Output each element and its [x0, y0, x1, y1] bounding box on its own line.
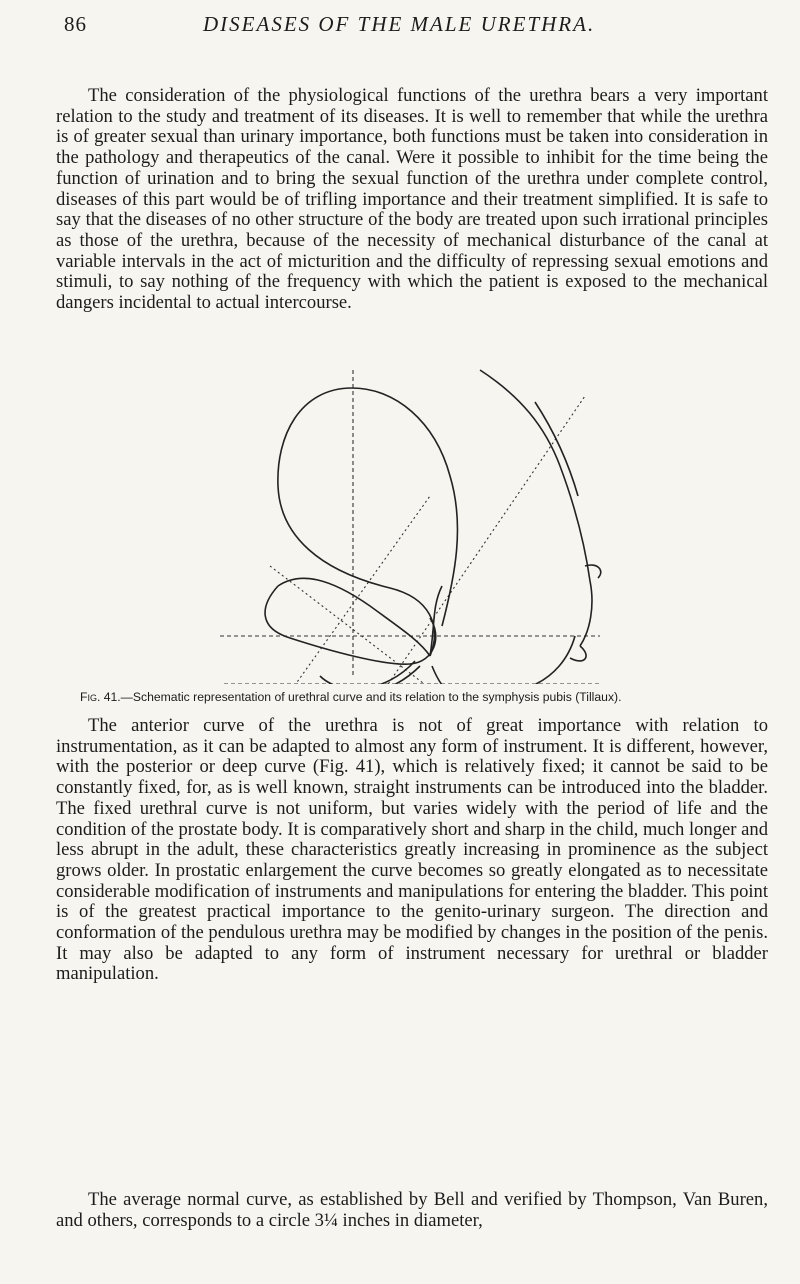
posterior-curve-loop — [265, 578, 436, 664]
pubic-symphysis — [480, 370, 592, 661]
bladder-outline — [278, 388, 458, 656]
page-number: 86 — [64, 12, 87, 36]
page-header — [58, 12, 758, 42]
figure-caption-text: —Schematic representation of urethral curve and its relation to the symphysis pubis (Tillaux). — [120, 690, 622, 704]
paragraph-2: The anterior curve of the urethra is not of great importance with relation to instrumentation, as it can be adapted to almost any form of instrument. It is different, however, with the posterior or deep curve (Fig. 41), which is relatively fixed; it cannot be said to be constantly fixed, for, as is well known, straight instruments can be introduced into the bladder. The fixed urethral curve is not uniform, but varies widely with the period of life and the condition of the prostate body. It is comparatively short and sharp in the child, much longer and less abrupt in the adult, these characteristics greatly increasing in prominence as the subject grows older. In prostatic enlargement the curve becomes so greatly elongated as to necessitate considerable modification of instruments and manipulations for entering the bladder. This point is of the greatest practical importance to the genito-urinary surgeon. The direction and conformation of the pendulous urethra may be modified by changes in the position of the penis. It may also be adapted to any form of instrument necessary for urethral or bladder manipulation. — [56, 715, 768, 985]
urethra-exit-line — [432, 666, 462, 684]
diagonal-line-b — [270, 566, 440, 684]
urethral-curve-diagram — [180, 366, 640, 684]
diagonal-line-a — [380, 396, 585, 684]
figure-label: Fig. 41. — [80, 690, 121, 704]
paragraph-1: The consideration of the physiological functions of the urethra bears a very important relation to the study and treatment of its diseases. It is well to remember that while the urethra is of greater sexual than urinary importance, both functions must be taken into consideration in the pathology and therapeutics of the canal. Were it possible to inhibit for the time being the function of urination and to bring the sexual function of the urethra under complete control, diseases of this part would be of trifling importance and their treatment simplified. It is safe to say that the diseases of no other structure of the body are treated upon such irrational principles as those of the urethra, because of the necessity of mechanical disturbance of the canal at variable intervals in the act of micturition and the difficulty of repressing sexual emotions and stimuli, to say nothing of the frequency with which the patient is exposed to the mechanical dangers incidental to actual intercourse. — [56, 85, 768, 314]
paragraph-3: The average normal curve, as established by Bell and verified by Thompson, Van Buren, and others, corresponds to a circle 3¼ inches in diameter, — [56, 1189, 768, 1231]
figure-caption — [80, 690, 770, 704]
figure-41-diagram — [180, 366, 640, 684]
running-title: DISEASES OF THE MALE URETHRA. — [203, 12, 596, 36]
